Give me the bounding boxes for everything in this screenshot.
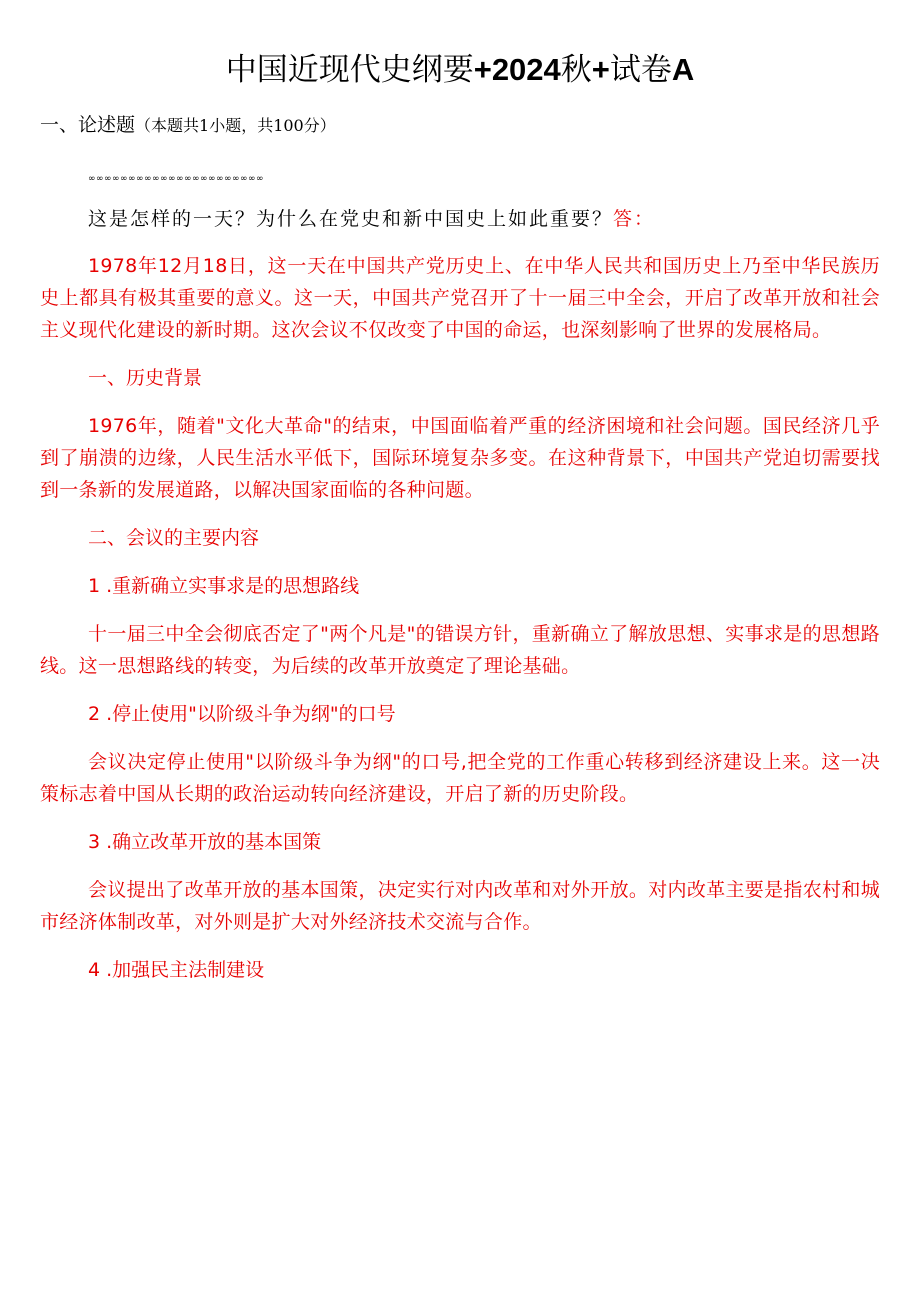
title-course: 中国近现代史纲要 <box>225 52 474 88</box>
answer-heading-background: 一、历史背景 <box>88 367 203 389</box>
section-heading-label: 一、论述题 <box>40 114 136 136</box>
answer-label: 答： <box>613 208 656 230</box>
section-heading <box>40 112 336 139</box>
answer-item-2-body: 会议决定停止使用"以阶级斗争为纲"的口号,把全党的工作重心转移到经济建设上来。这一决策标志着中国从长期的政治运动转向经济建设，开启了新的历史阶段。 <box>40 751 880 805</box>
answer-item-3-title: 3 .确立改革开放的基本国策 <box>88 831 322 853</box>
answer-background-paragraph: 1976年，随着"文化大革命"的结束，中国面临着严重的经济困境和社会问题。国民经济几乎到了崩溃的边缘，人民生活水平低下，国际环境复杂多变。在这种背景下，中国共产党迫切需要找到一条新的发展道路，以解决国家面临的各种问题。 <box>40 415 880 501</box>
answer-intro-paragraph: 1978年12月18日，这一天在中国共产党历史上、在中华人民共和国历史上乃至中华民族历史上都具有极其重要的意义。这一天，中国共产党召开了十一届三中全会，开启了改革开放和社会主义现代化建设的新时期。这次会议不仅改变了中国的命运，也深刻影响了世界的发展格局。 <box>40 255 880 341</box>
title-separator: + <box>473 52 492 87</box>
question-line <box>88 205 655 233</box>
section-heading-note: （本题共1小题，共100分） <box>135 116 336 135</box>
title-paper-letter: A <box>671 52 695 87</box>
document-title <box>0 50 920 90</box>
title-season: 秋 <box>560 52 592 88</box>
answer-item-1-body: 十一届三中全会彻底否定了"两个凡是"的错误方针，重新确立了解放思想、实事求是的思想路线。这一思想路线的转变，为后续的改革开放奠定了理论基础。 <box>40 623 880 677</box>
answer-body <box>40 250 880 1002</box>
answer-heading-content: 二、会议的主要内容 <box>88 527 260 549</box>
title-separator: + <box>591 52 610 87</box>
title-year: 2024 <box>491 52 561 87</box>
answer-item-1-title: 1 .重新确立实事求是的思想路线 <box>88 575 360 597</box>
answer-item-4-title: 4 .加强民主法制建设 <box>88 959 265 981</box>
question-text: 这是怎样的一天？为什么在党史和新中国史上如此重要？ <box>88 208 614 230</box>
answer-item-2-title: 2 .停止使用"以阶级斗争为纲"的口号 <box>88 703 396 725</box>
title-paper: 试卷 <box>609 52 672 88</box>
decorative-dots: ∞∞∞∞∞∞∞∞∞∞∞∞∞∞∞∞∞∞∞∞∞∞ <box>88 174 264 184</box>
answer-item-3-body: 会议提出了改革开放的基本国策，决定实行对内改革和对外开放。对内改革主要是指农村和城市经济体制改革，对外则是扩大对外经济技术交流与合作。 <box>40 879 880 933</box>
